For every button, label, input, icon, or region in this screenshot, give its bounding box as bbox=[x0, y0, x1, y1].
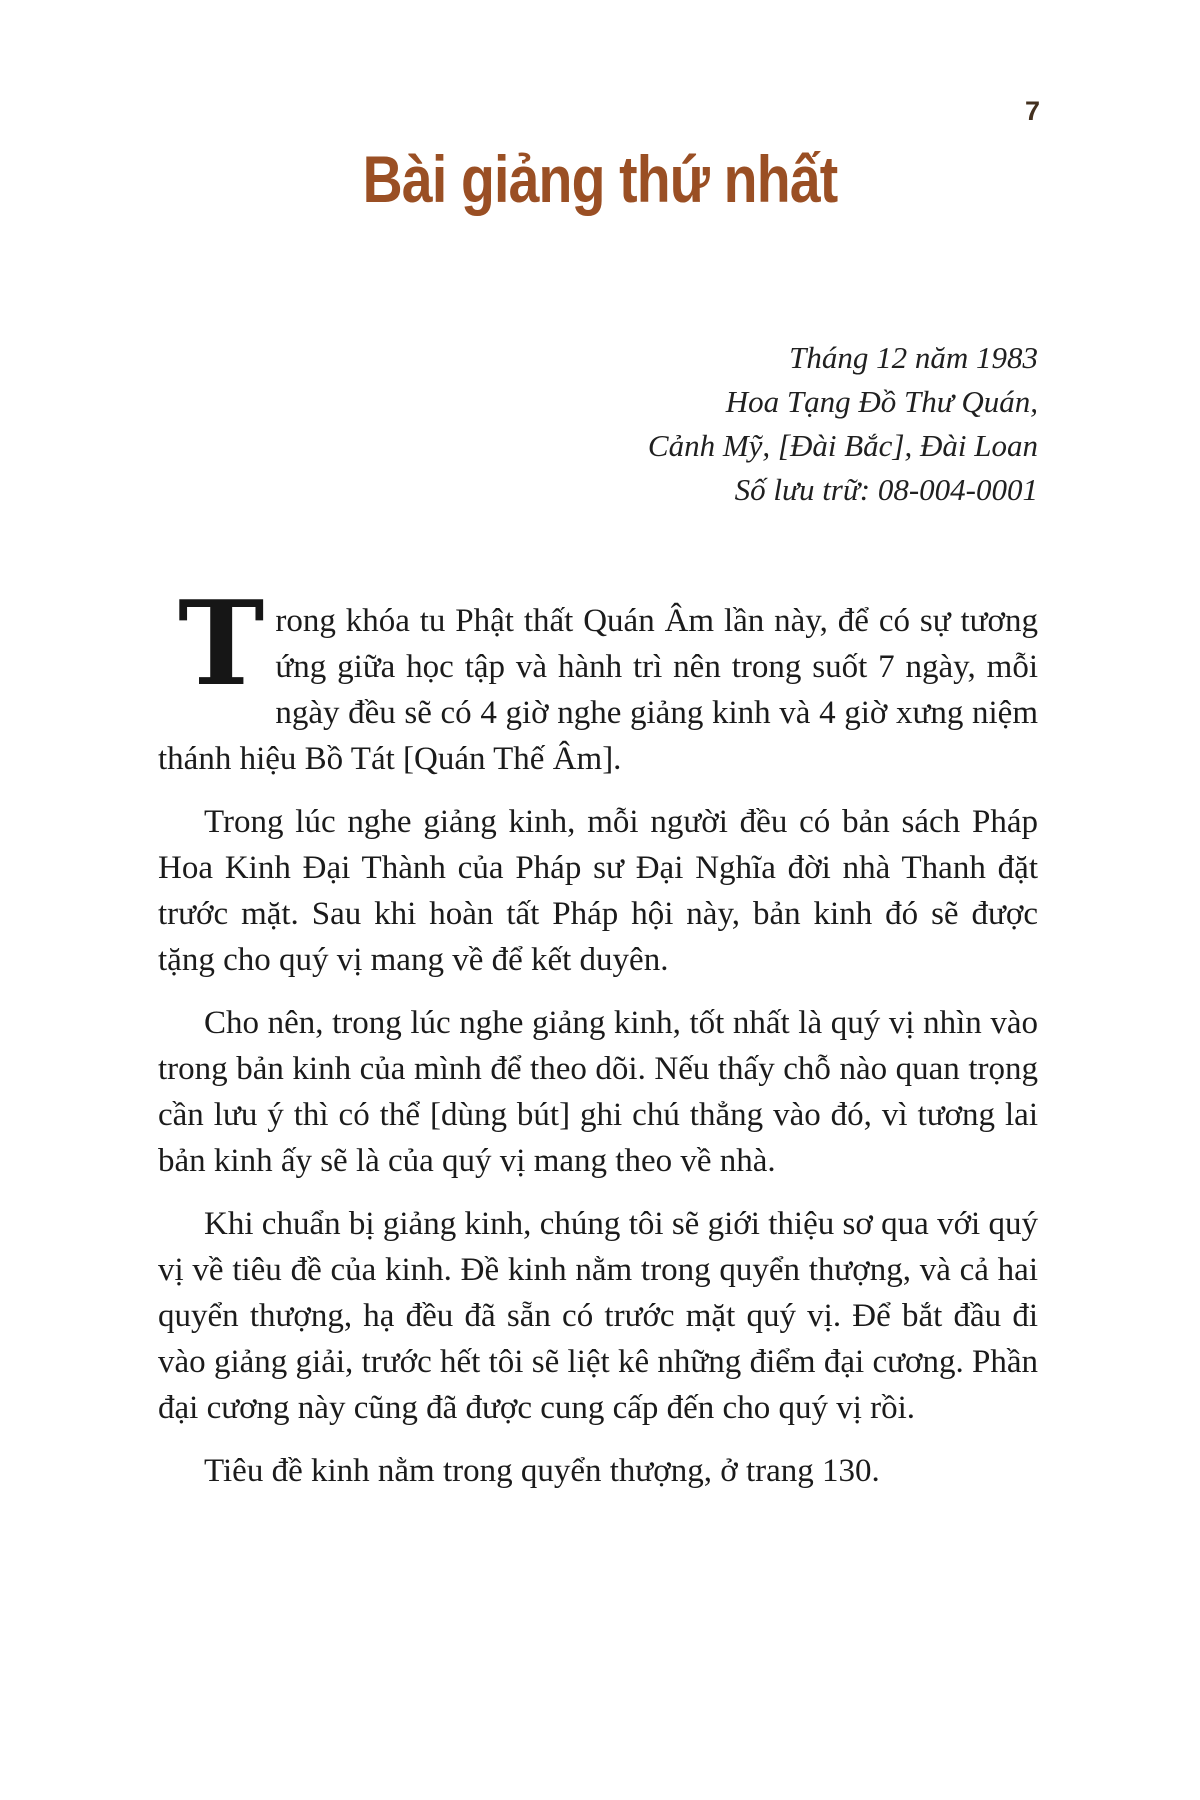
chapter-title: Bài giảng thứ nhất bbox=[362, 142, 838, 216]
page-number: 7 bbox=[1024, 96, 1040, 126]
paragraph-3: Cho nên, trong lúc nghe giảng kinh, tốt nhất là quý vị nhìn vào trong bản kinh của mình để theo dõi. Nếu thấy chỗ nào quan trọng cần lưu ý thì có thể [dùng bút] ghi chú thẳng vào đó, vì tương lai bản kinh ấy sẽ là của quý vị mang theo về nhà. bbox=[158, 1005, 1038, 1179]
paragraph-5: Tiêu đề kinh nằm trong quyển thượng, ở trang 130. bbox=[204, 1453, 880, 1489]
paragraph-4: Khi chuẩn bị giảng kinh, chúng tôi sẽ giới thiệu sơ qua với quý vị về tiêu đề của kinh. Đề kinh nằm trong quyển thượng, và cả hai quyển thượng, hạ đều đã sẵn có trước mặt quý vị. Để bắt đầu đi vào giảng giải, trước hết tôi sẽ liệt kê những điểm đại cương. Phần đại cương này cũng đã được cung cấp đến cho quý vị rồi. bbox=[158, 1206, 1038, 1426]
paragraph-2: Trong lúc nghe giảng kinh, mỗi người đều có bản sách Pháp Hoa Kinh Đại Thành của Pháp sư Đại Nghĩa đời nhà Thanh đặt trước mặt. Sau khi hoàn tất Pháp hội này, bản kinh đó sẽ được tặng cho quý vị mang về để kết duyên. bbox=[158, 804, 1038, 978]
paragraph-1-text: rong khóa tu Phật thất Quán Âm lần này, để có sự tương ứng giữa học tập và hành trì nên trong suốt 7 ngày, mỗi ngày đều sẽ có 4 giờ nghe giảng kinh và 4 giờ xưng niệm thánh hiệu Bồ Tát [Quán Thế Âm]. bbox=[158, 603, 1038, 777]
colophon-line-date: Tháng 12 năm 1983 bbox=[789, 340, 1038, 375]
body-text bbox=[158, 576, 1038, 1494]
drop-cap: T bbox=[178, 576, 265, 712]
colophon-line-location: Cảnh Mỹ, [Đài Bắc], Đài Loan bbox=[647, 428, 1038, 463]
colophon-line-archive-number: Số lưu trữ: 08-004-0001 bbox=[734, 472, 1038, 507]
colophon-line-venue: Hoa Tạng Đồ Thư Quán, bbox=[725, 384, 1038, 419]
colophon bbox=[0, 336, 1200, 512]
paragraph-1 bbox=[158, 576, 1038, 782]
